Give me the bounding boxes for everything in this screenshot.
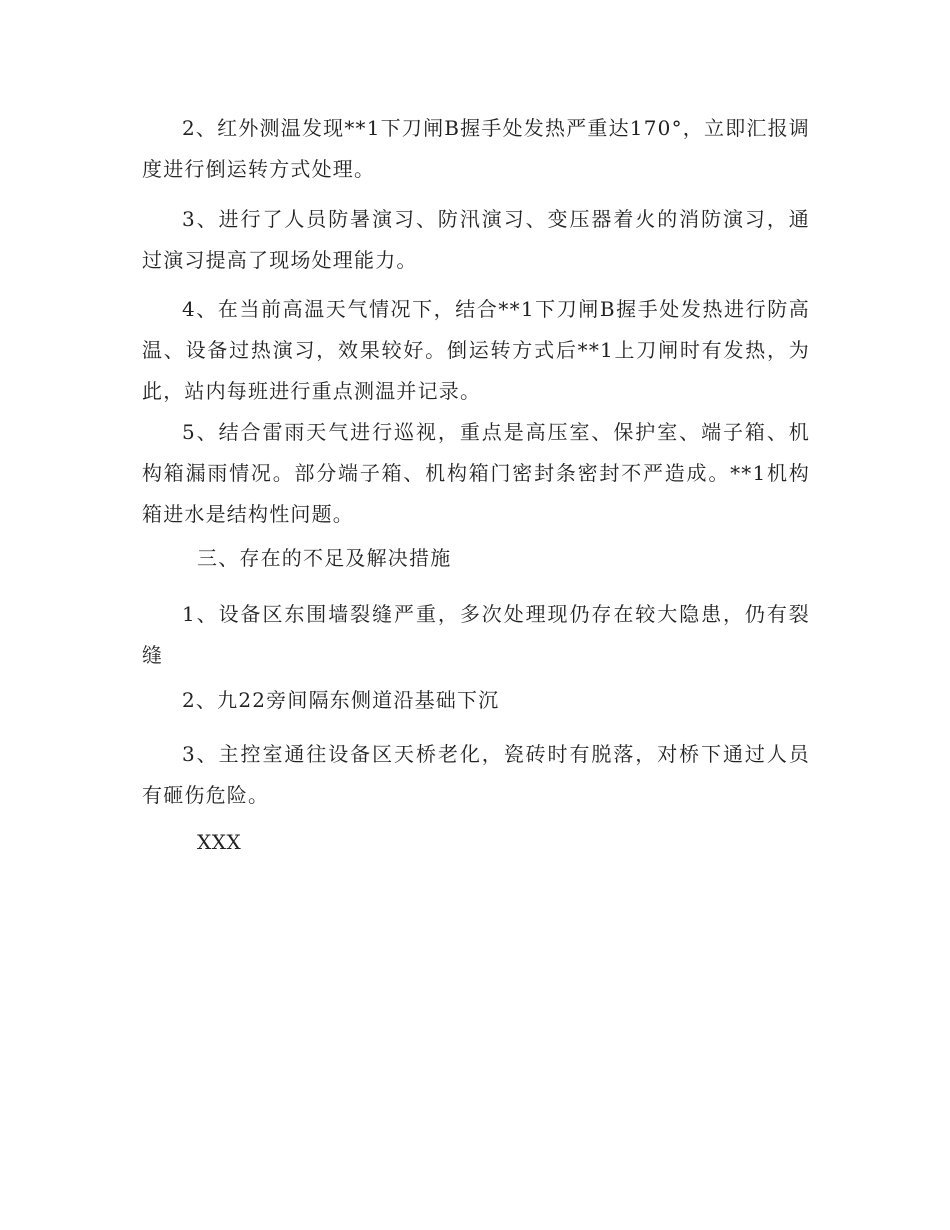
paragraph-thunderstorm-inspection: 5、结合雷雨天气进行巡视，重点是高压室、保护室、端子箱、机构箱漏雨情况。部分端子箱、机构箱门密封条密封不严造成。**1机构箱进水是结构性问题。 [142,420,810,526]
issue-item-wall-crack: 1、设备区东围墙裂缝严重，多次处理现仍存在较大隐患，仍有裂缝 [142,602,810,667]
issue-item-foundation-sinking: 2、九22旁间隔东侧道沿基础下沉 [182,688,500,712]
paragraph-high-temperature: 4、在当前高温天气情况下，结合**1下刀闸B握手处发热进行防高温、设备过热演习，效果较好。倒运转方式后**1上刀闸时有发热，为此，站内每班进行重点测温并记录。 [142,297,810,403]
issue-item-bridge-aging: 3、主控室通往设备区天桥老化，瓷砖时有脱落，对桥下通过人员有砸伤危险。 [142,742,810,807]
signature: XXX [197,830,242,854]
section-heading: 三、存在的不足及解决措施 [197,546,452,570]
paragraph-infrared-temperature: 2、红外测温发现**1下刀闸B握手处发热严重达170°，立即汇报调度进行倒运转方式处理。 [142,116,810,181]
paragraph-drills: 3、进行了人员防暑演习、防汛演习、变压器着火的消防演习，通过演习提高了现场处理能力。 [142,207,810,272]
